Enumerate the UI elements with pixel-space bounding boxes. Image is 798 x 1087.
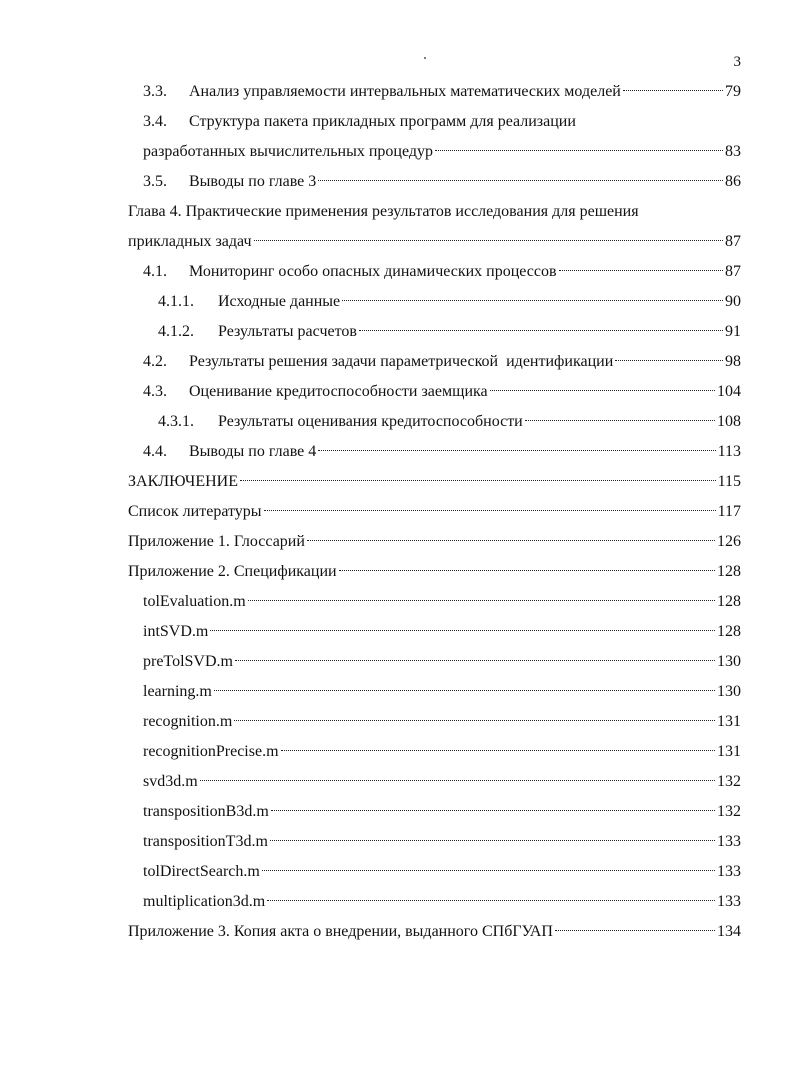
toc-entry-title: learning.m	[143, 683, 212, 700]
toc-entry-title: multiplication3d.m	[143, 893, 266, 910]
page-number: 3	[733, 54, 741, 70]
dot-leader	[555, 930, 715, 931]
dot-leader	[240, 480, 716, 481]
toc-entry-page: 130	[717, 653, 741, 670]
toc-entry-title: Приложение 3. Копия акта о внедрении, выданного СПбГУАП	[128, 923, 553, 940]
toc-entry-page: 132	[717, 773, 741, 790]
dot-leader	[307, 540, 715, 541]
toc-entry-page: 83	[725, 143, 741, 160]
toc-entry-page: 115	[717, 473, 741, 490]
dot-leader	[248, 600, 715, 601]
dot-leader	[267, 900, 715, 901]
toc-entry-title-continued: разработанных вычислительных процедур	[143, 143, 434, 160]
toc-entry-title: Результаты оценивания кредитоспособности	[218, 413, 523, 430]
toc-entry-page: 117	[717, 503, 741, 520]
toc-conclusion[interactable]	[128, 470, 741, 494]
toc-entry-title: ЗАКЛЮЧЕНИЕ	[128, 473, 238, 490]
toc-entry-title: Приложение 2. Спецификации	[128, 563, 337, 580]
toc-entry-4-1-1[interactable]	[158, 290, 741, 314]
toc-entry-number: 4.3.1.	[158, 413, 194, 430]
toc-entry-title: Исходные данные	[218, 293, 341, 310]
dot-leader	[339, 570, 715, 571]
dot-leader	[210, 630, 715, 631]
toc-entry-number: 4.3.	[143, 383, 167, 400]
dot-leader	[235, 660, 715, 661]
toc-entry-title: recognitionPrecise.m	[143, 743, 279, 760]
toc-entry-page: 133	[717, 863, 741, 880]
toc-entry-title: transpositionB3d.m	[143, 803, 269, 820]
toc-entry-number: 3.5.	[143, 173, 167, 190]
toc-entry-4-1[interactable]	[143, 260, 741, 284]
toc-entry-title: Результаты решения задачи параметрической идентификации	[189, 353, 614, 370]
toc-entry-page: 87	[725, 263, 741, 280]
dot-leader	[270, 840, 715, 841]
toc-entry-title: Оценивание кредитоспособности заемщика	[189, 383, 488, 400]
toc-entry-page: 132	[717, 803, 741, 820]
toc-entry-4-3[interactable]	[143, 380, 741, 404]
toc-entry-3-4-first-line[interactable]	[143, 110, 576, 134]
toc-entry-page: 113	[717, 443, 741, 460]
toc-spec-item[interactable]	[143, 710, 741, 734]
toc-entry-page: 108	[717, 413, 741, 430]
toc-entry-title: preTolSVD.m	[143, 653, 233, 670]
toc-entry-title: Выводы по главе 4	[189, 443, 317, 460]
dot-leader	[234, 720, 715, 721]
dot-leader	[318, 180, 723, 181]
dot-leader	[525, 420, 715, 421]
toc-entry-page: 104	[717, 383, 741, 400]
toc-entry-number: 3.3.	[143, 83, 167, 100]
toc-appendix-3[interactable]	[128, 920, 741, 944]
dot-leader	[490, 390, 715, 391]
toc-appendix-2[interactable]	[128, 560, 741, 584]
toc-entry-page: 128	[717, 593, 741, 610]
toc-spec-item[interactable]	[143, 650, 741, 674]
toc-entry-title: Результаты расчетов	[218, 323, 357, 340]
dot-leader	[435, 150, 723, 151]
toc-entry-4-2[interactable]	[143, 350, 741, 374]
toc-entry-page: 130	[717, 683, 741, 700]
dot-leader	[359, 330, 723, 331]
toc-entry-title: Выводы по главе 3	[189, 173, 317, 190]
toc-entry-number: 4.1.1.	[158, 293, 194, 310]
toc-entry-4-4[interactable]	[143, 440, 741, 464]
toc-entry-3-4[interactable]	[143, 140, 741, 164]
dot-leader	[254, 240, 723, 241]
toc-entry-page: 134	[717, 923, 741, 940]
toc-entry-number: 4.2.	[143, 353, 167, 370]
toc-spec-item[interactable]	[143, 770, 741, 794]
toc-references[interactable]	[128, 500, 741, 524]
toc-entry-page: 90	[725, 293, 741, 310]
toc-entry-number: 4.1.2.	[158, 323, 194, 340]
toc-spec-item[interactable]	[143, 740, 741, 764]
toc-entry-page: 91	[725, 323, 741, 340]
toc-appendix-1[interactable]	[128, 530, 741, 554]
toc-entry-title: intSVD.m	[143, 623, 209, 640]
dot-leader	[559, 270, 723, 271]
toc-entry-page: 128	[717, 563, 741, 580]
toc-spec-item[interactable]	[143, 890, 741, 914]
dot-leader	[623, 90, 723, 91]
toc-entry-4-3-1[interactable]	[158, 410, 741, 434]
toc-entry-title: Список литературы	[128, 503, 262, 520]
toc-entry-number: 3.4.	[143, 113, 167, 130]
dot-leader	[271, 810, 715, 811]
toc-entry-page: 86	[725, 173, 741, 190]
toc-spec-item[interactable]	[143, 680, 741, 704]
toc-entry-title: tolEvaluation.m	[143, 593, 246, 610]
dot-leader	[264, 510, 716, 511]
dot-leader	[281, 750, 715, 751]
scan-speck	[424, 57, 426, 59]
toc-entry-page: 126	[717, 533, 741, 550]
dot-leader	[318, 450, 715, 451]
toc-entry-page: 79	[725, 83, 741, 100]
toc-entry-title: Мониторинг особо опасных динамических процессов	[189, 263, 557, 280]
dot-leader	[214, 690, 715, 691]
dot-leader	[200, 780, 715, 781]
toc-entry-title: Приложение 1. Глоссарий	[128, 533, 305, 550]
toc-entry-4-1-2[interactable]	[158, 320, 741, 344]
toc-entry-page: 87	[725, 233, 741, 250]
toc-chapter-4-first-line[interactable]	[128, 200, 639, 224]
toc-entry-3-5[interactable]	[143, 170, 741, 194]
toc-entry-number: 4.4.	[143, 443, 167, 460]
toc-entry-page: 131	[717, 743, 741, 760]
dot-leader	[262, 870, 715, 871]
dot-leader	[615, 360, 723, 361]
toc-entry-title: Структура пакета прикладных программ для реализации	[189, 113, 576, 130]
toc-entry-title: Глава 4. Практические применения результатов исследования для решения	[128, 203, 639, 220]
toc-entry-number: 4.1.	[143, 263, 167, 280]
toc-entry-page: 98	[725, 353, 741, 370]
toc-chapter-4[interactable]	[128, 230, 741, 254]
toc-entry-page: 131	[717, 713, 741, 730]
toc-entry-title: recognition.m	[143, 713, 233, 730]
toc-spec-item[interactable]	[143, 590, 741, 614]
toc-entry-title: Анализ управляемости интервальных математических моделей	[189, 83, 621, 100]
toc-entry-page: 133	[717, 833, 741, 850]
toc-entry-3-3[interactable]	[143, 80, 741, 104]
toc-entry-page: 128	[717, 623, 741, 640]
toc-spec-item[interactable]	[143, 830, 741, 854]
toc-spec-item[interactable]	[143, 620, 741, 644]
toc-entry-title-continued: прикладных задач	[128, 233, 252, 250]
toc-entry-title: svd3d.m	[143, 773, 198, 790]
toc-entry-title: transpositionT3d.m	[143, 833, 268, 850]
dot-leader	[342, 300, 723, 301]
toc-entry-title: tolDirectSearch.m	[143, 863, 260, 880]
toc-entry-page: 133	[717, 893, 741, 910]
toc-spec-item[interactable]	[143, 860, 741, 884]
toc-spec-item[interactable]	[143, 800, 741, 824]
